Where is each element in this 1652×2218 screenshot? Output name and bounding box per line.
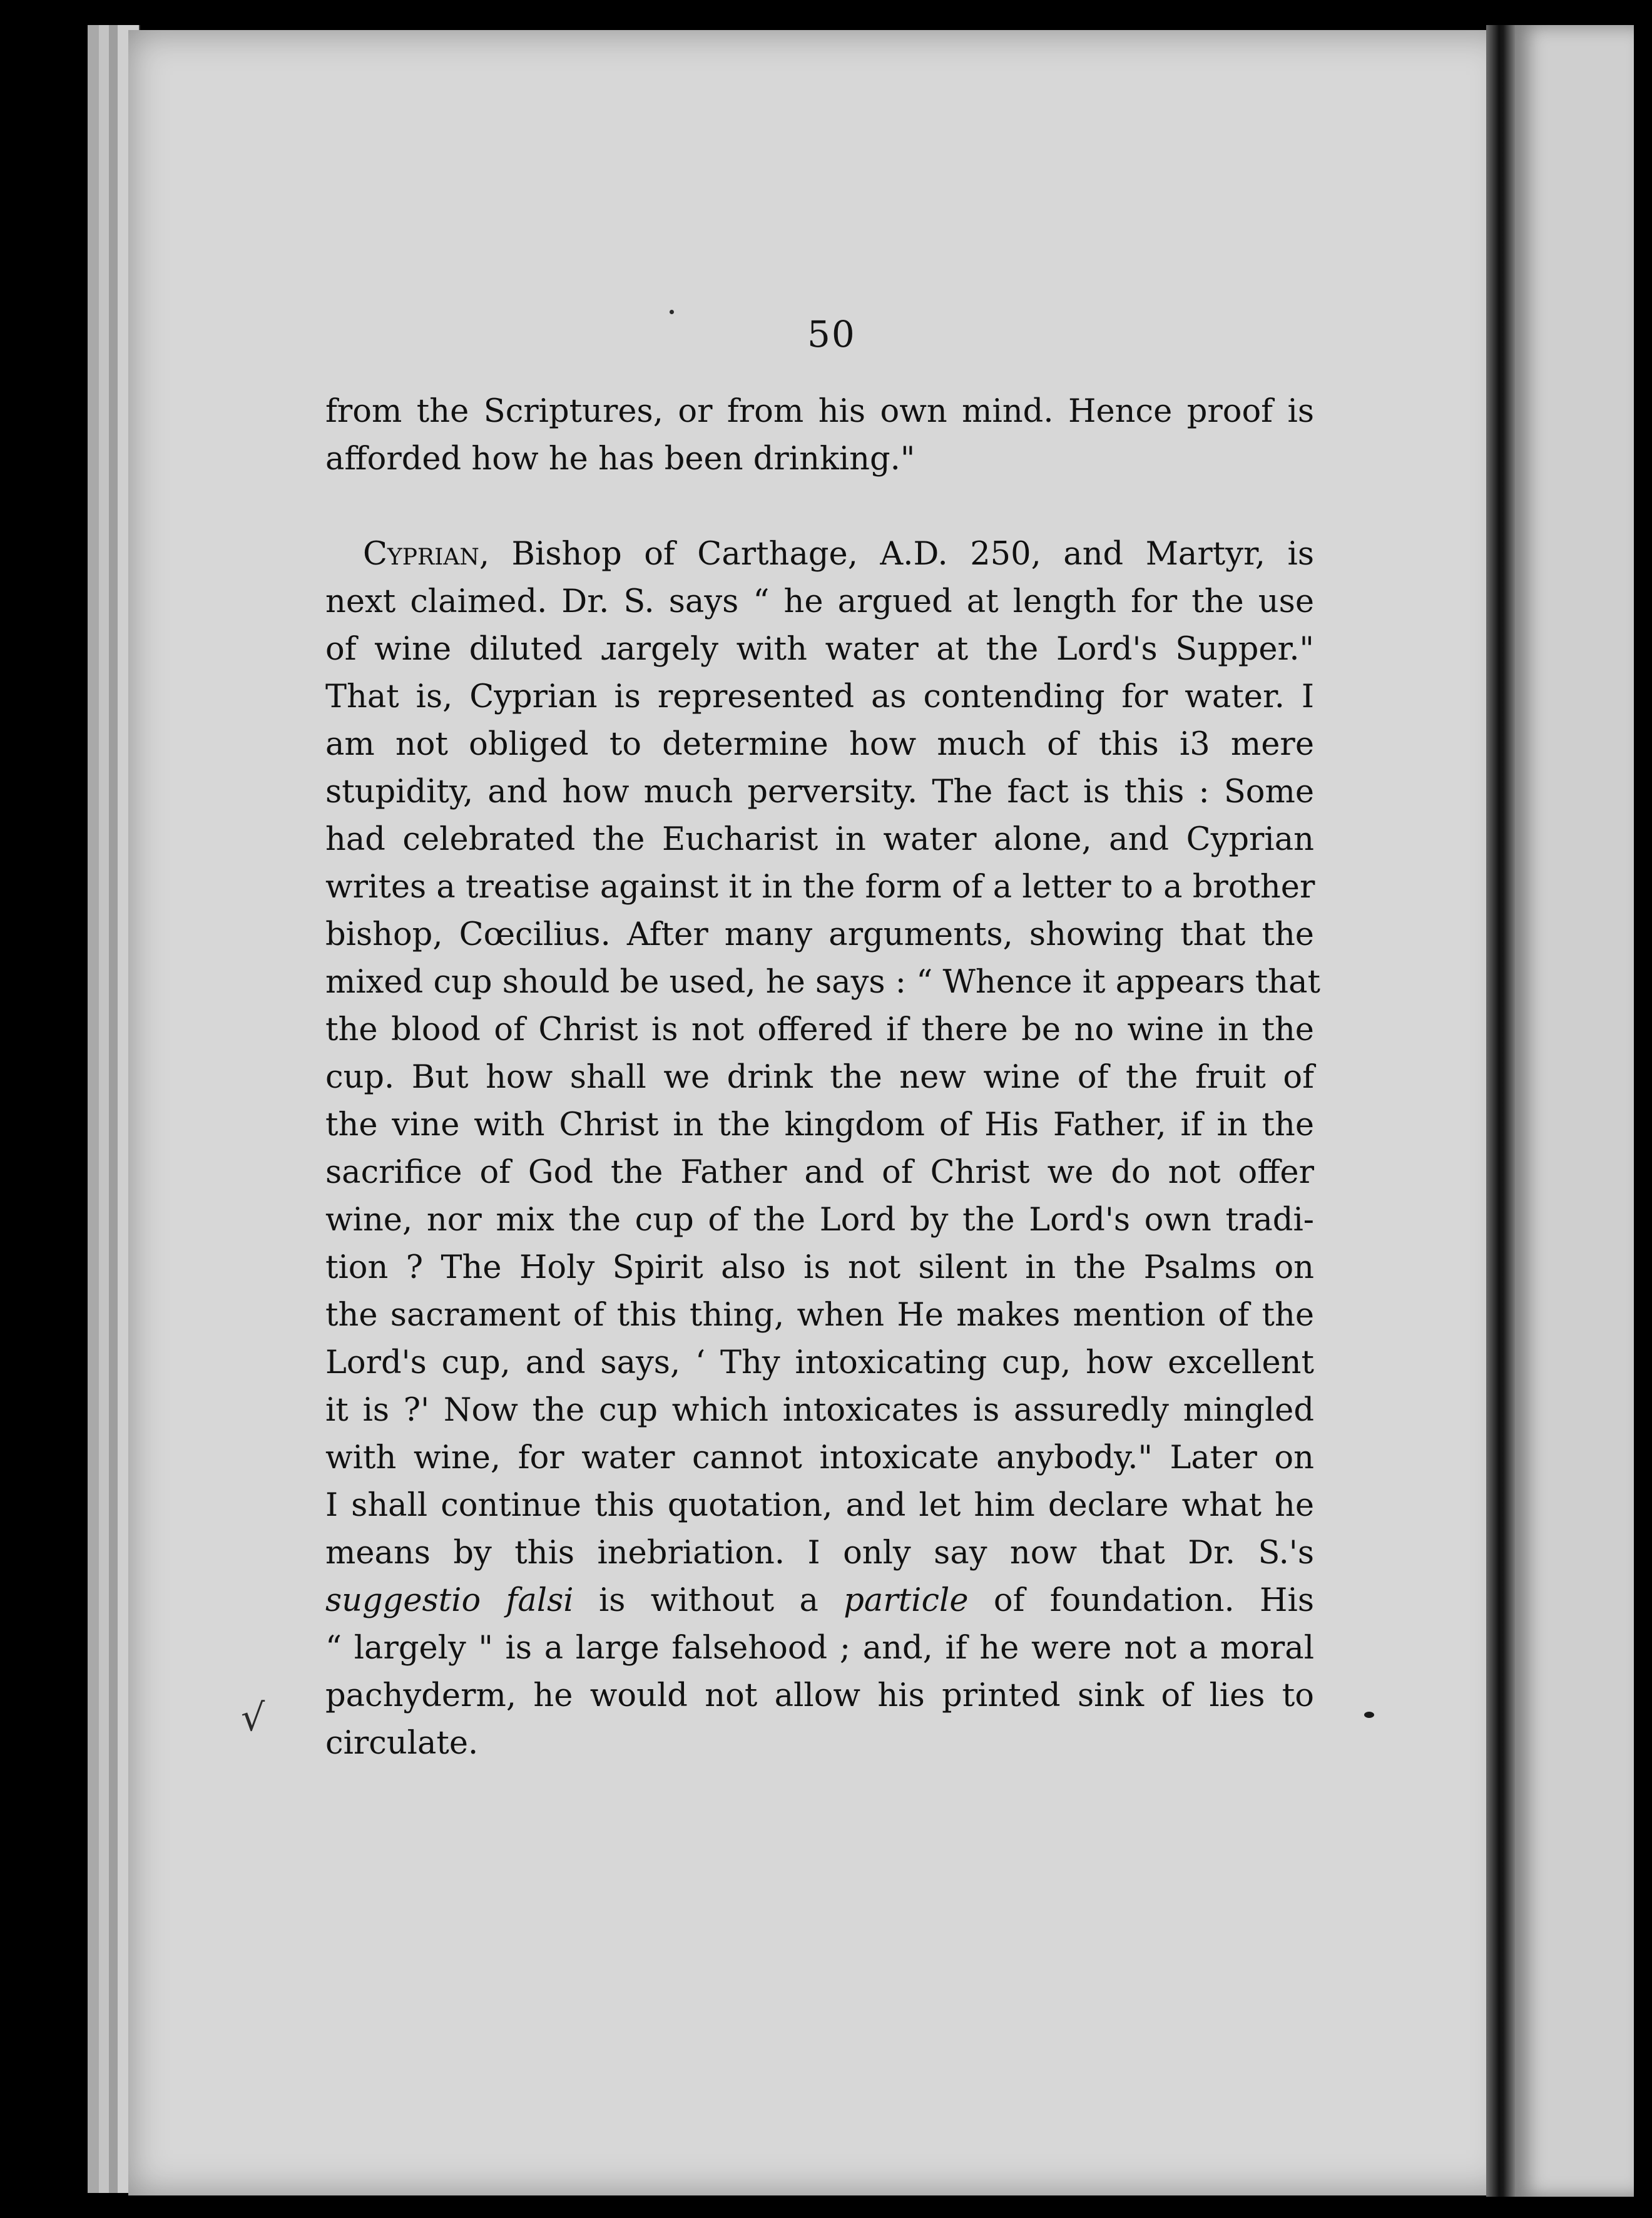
paragraph-gap bbox=[325, 483, 1314, 531]
text-line: wine, nor mix the cup of the Lord by the Lord's own tradi- bbox=[325, 1202, 1314, 1239]
text-fragment: , Bishop of Carthage, A.D. 250, and Martyr, is bbox=[479, 536, 1314, 573]
text-line: That is, Cyprian is represented as contending for water. I bbox=[325, 678, 1314, 715]
text-line: had celebrated the Eucharist in water alone, and Cyprian bbox=[325, 821, 1314, 858]
book-spine bbox=[1486, 25, 1515, 2197]
italic-phrase: suggestio falsi bbox=[325, 1582, 574, 1619]
text-line: from the Scriptures, or from his own mind. Hence proof is bbox=[325, 393, 1314, 430]
text-line: mixed cup should be used, he says : “ Whence it appears that bbox=[325, 964, 1321, 1001]
text-line: next claimed. Dr. S. says “ he argued at length for the use bbox=[325, 583, 1314, 620]
text-line: “ largely " is a large falsehood ; and, if he were not a moral bbox=[325, 1630, 1314, 1667]
italic-phrase: particle bbox=[844, 1582, 969, 1619]
text-line: I shall continue this quotation, and let him declare what he bbox=[325, 1487, 1314, 1524]
text-line: it is ?' Now the cup which intoxicates is assuredly mingled bbox=[325, 1392, 1314, 1429]
page-number: 50 bbox=[807, 313, 856, 355]
text-line: afforded how he has been drinking." bbox=[325, 441, 915, 478]
text-line: means by this inebriation. I only say now that Dr. S.'s bbox=[325, 1535, 1314, 1572]
text-line: with wine, for water cannot intoxicate anybody." Later on bbox=[325, 1439, 1314, 1476]
text-line: the vine with Christ in the kingdom of His Father, if in the bbox=[325, 1106, 1314, 1143]
text-line: the blood of Christ is not offered if there be no wine in the bbox=[325, 1011, 1314, 1048]
text-line: bishop, Cœcilius. After many arguments, showing that the bbox=[325, 916, 1314, 953]
text-line: Lord's cup, and says, ‘ Thy intoxicating cup, how excellent bbox=[325, 1344, 1314, 1381]
author-name: Cyprian bbox=[363, 536, 479, 573]
margin-check-mark: √ bbox=[241, 1696, 265, 1740]
text-line: circulate. bbox=[325, 1725, 479, 1762]
text-line bbox=[325, 1577, 1314, 1625]
text-line: the sacrament of this thing, when He makes mention of the bbox=[325, 1297, 1314, 1334]
ink-speck bbox=[670, 310, 674, 314]
text-line: cup. But how shall we drink the new wine of the fruit of bbox=[325, 1059, 1314, 1096]
text-line: sacrifice of God the Father and of Christ we do not offer bbox=[325, 1154, 1314, 1191]
text-fragment: is without a bbox=[573, 1582, 844, 1619]
ink-mark bbox=[1364, 1712, 1374, 1718]
text-line: tion ? The Holy Spirit also is not silent in the Psalms on bbox=[325, 1249, 1314, 1286]
text-line: am not obliged to determine how much of this i3 mere bbox=[325, 726, 1314, 763]
text-fragment: of foundation. His bbox=[968, 1582, 1314, 1619]
text-line: of wine diluted ɹargely with water at the Lord's Supper." bbox=[325, 631, 1314, 668]
text-line: stupidity, and how much perversity. The fact is this : Some bbox=[325, 774, 1314, 810]
text-line bbox=[325, 531, 1314, 578]
body-text bbox=[325, 388, 1321, 1767]
facing-page bbox=[1515, 25, 1634, 2197]
text-line: writes a treatise against it in the form of a letter to a brother bbox=[325, 869, 1315, 906]
text-line: pachyderm, he would not allow his printed sink of lies to bbox=[325, 1677, 1314, 1714]
